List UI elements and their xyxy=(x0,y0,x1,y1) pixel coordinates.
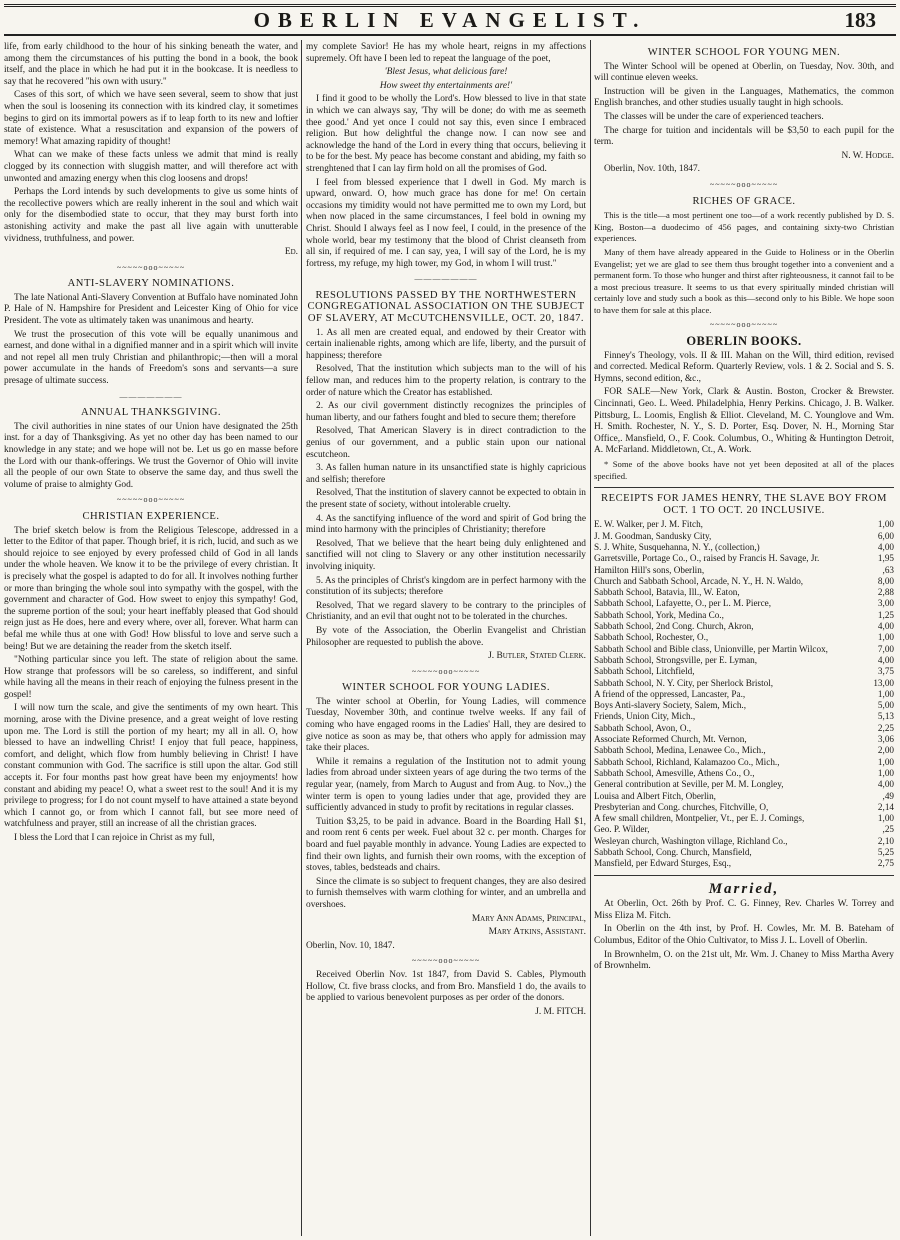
receipt-amount: 4,00 xyxy=(877,654,894,665)
article-paragraph: life, from early childhood to the hour of his sinking beneath the water, and among them the circumstances of his putting the bond in a book, the book itself, and the place in which he had put it in the bookcase. It is needless to say that he recovered "his own with usury." xyxy=(4,42,298,87)
receipt-row xyxy=(594,802,894,813)
receipt-donor: A friend of the oppressed, Lancaster, Pa., xyxy=(594,688,746,699)
article-paragraph: The late National Anti-Slavery Convention at Buffalo have nominated John P. Hale of N. Hampshire for President and Leicester King of Ohio for vice President. The vote as ultimately taken was unanimous and hearty. xyxy=(4,292,298,327)
article-paragraph: I bless the Lord that I can rejoice in Christ as my full, xyxy=(14,833,215,843)
resolution-paragraph: By vote of the Association, the Oberlin Evangelist and Christian Philosopher are requested to publish the above. xyxy=(306,625,586,648)
headline: RECEIPTS FOR JAMES HENRY, THE SLAVE BOY FROM OCT. 1 TO OCT. 20 INCLUSIVE. xyxy=(601,493,887,516)
receipts-list xyxy=(594,519,894,869)
receipt-donor: Louisa and Albert Fitch, Oberlin, xyxy=(594,790,716,801)
receipt-amount: 1,00 xyxy=(877,813,894,824)
ornament-divider: ~~~~~ooo~~~~~ xyxy=(411,666,481,676)
article-paragraph: I find it good to be wholly the Lord's. How blessed to live in that state in which we can always say, 'Thy will be done; do with me as seemeth thee good.' And yet once I could not say this, even since I embraced religion. But how delightful the change now. I can now see and acknowledge the hand of the Lord in every thing that occurs, believing it to be for the best. My peace has become constant and abiding, my faith so strenghtened that I can lay firm hold on all the promises of God. xyxy=(306,94,586,174)
ornament-divider: ~~~~~ooo~~~~~ xyxy=(411,956,481,966)
article-paragraph: "Nothing particular since you left. The state of religion about the same. How strange that professors will be so careless, so indifferent, and sinful while having all the means in their reach of enjoying the fulness present in the gospel! xyxy=(4,655,298,700)
receipt-amount: 5,13 xyxy=(877,711,894,722)
receipt-row xyxy=(594,610,894,621)
resolution-paragraph: 1. As all men are created equal, and endowed by their Creator with certain inalienable rights, among which are life, liberty, and the pursuit of happiness; therefore xyxy=(306,327,586,361)
resolution-paragraph: Resolved, That the institution of slavery cannot be expected to obtain in the present state of society, without intolerable cruelty. xyxy=(306,488,586,510)
receipt-amount: 1,00 xyxy=(877,519,894,530)
article-paragraph: What can we make of these facts unless we admit that mind is really clogged by its connection with sluggish matter, and will therefore act with unwonted and amazing energy when this clog loosens and drops! xyxy=(4,150,298,184)
signature: Mary Atkins, Assistant. xyxy=(488,927,586,938)
headline: WINTER SCHOOL FOR YOUNG MEN. xyxy=(647,47,841,58)
receipt-row xyxy=(594,813,894,824)
receipt-donor: S. J. White, Susquehanna, N. Y., (collection,) xyxy=(594,541,760,552)
receipt-amount: 1,25 xyxy=(877,609,894,620)
article-paragraph: The classes will be under the care of experienced teachers. xyxy=(604,111,824,122)
receipt-donor: Sabbath School, York, Medina Co., xyxy=(594,609,724,620)
page-number: 183 xyxy=(844,8,876,32)
receipt-amount: ,49 xyxy=(882,790,894,801)
receipt-donor: Sabbath School, Strongsville, per E. Lyman, xyxy=(594,654,758,665)
receipt-amount: 3,06 xyxy=(877,734,894,745)
column-1 xyxy=(4,42,298,1236)
receipt-amount: 4,00 xyxy=(877,541,894,552)
resolution-paragraph: Resolved, That the institution which subjects man to the will of his fellow man, and reduces him to the property relation, is contrary to the order of nature which the Creator has established. xyxy=(306,364,586,398)
receipt-row xyxy=(594,531,894,542)
receipt-amount: 1,00 xyxy=(877,756,894,767)
receipt-row xyxy=(594,791,894,802)
article-paragraph: I will now turn the scale, and give the sentiments of my own heart. This morning, arose with the Divine presence, and a great weight of love resting upon me. The Lord is still the portion of my heart; my all in all. O, how blessed to have an indwelling Christ! I enjoy that full peace, happiness, comfort, and delight, which flow from humbly believing in Christ! I have constant communion with God. The sacrifice is still upon the altar. God still accepts it. For four months past how great have been my enjoyments! how constant and abiding my peace! O, what a sweet rest to the soul! And it is my privilege to progress; for I do not count myself to have attained a state beyond which I cannot go, or from which I cannot fall, but see more need of watchfulness and prayer, still an increase of all the christian graces. xyxy=(4,703,298,830)
headline-married: Married, xyxy=(708,880,780,897)
receipt-donor: Friends, Union City, Mich., xyxy=(594,711,696,722)
receipt-row xyxy=(594,836,894,847)
receipt-row xyxy=(594,621,894,632)
receipt-amount: 7,00 xyxy=(877,643,894,654)
receipt-row xyxy=(594,768,894,779)
ornament-divider: ——————— xyxy=(414,274,478,284)
dateline: Oberlin, Nov. 10th, 1847. xyxy=(604,164,700,175)
receipt-amount: 4,00 xyxy=(877,779,894,790)
receipt-row xyxy=(594,824,894,835)
resolution-paragraph: 4. As the sanctifying influence of the word and spirit of God bring the mind into harmony with the principles of Christianity; therefore xyxy=(306,513,586,536)
book-sellers: FOR SALE—New York, Clark & Austin. Boston, Crocker & Brewster. Cincinnati, Geo. L. Weed. Philadelphia, Henry Perkins. Chicago, J. B. Walker. Pittsburg, L. Loomis, English & Elliot. Cleveland, M. C. Younglove and Wm. H. Smith. Rochester, N. Y., S. D. Porter, Esq. Dover, N. H., Morning Star Office,. Mansfield, O., F. Cook. Columbus, O., Whiting & Huntington Detroit, A. McFarland. Middletown, Ct., A. Work. xyxy=(594,387,894,456)
receipt-amount: 13,00 xyxy=(873,677,894,688)
marriage-notice: At Oberlin, Oct. 26th by Prof. C. G. Finney, Rev. Charles W. Torrey and Miss Eliza M. Fitch. xyxy=(594,899,894,921)
article-paragraph: While it remains a regulation of the Institution not to admit young ladies from abroad under sixteen years of age during the two terms of the regular year, (namely, from March to August and from Aug. to Nov.,) the winter term is open to young ladies under that age, provided they are sufficiently advanced in study to profit by recitations in regular classes. xyxy=(306,756,586,814)
receipt-donor: Wesleyan church, Washington village, Richland Co., xyxy=(594,835,788,846)
masthead xyxy=(0,0,900,36)
receipt-amount: 2,75 xyxy=(877,858,894,869)
resolution-paragraph: Resolved, That we regard slavery to be contrary to the principles of Christianity, and an evil that ought not to be tolerated in the churches. xyxy=(306,600,586,623)
receipt-donor: Sabbath School, Lafayette, O., per L. M. Pierce, xyxy=(594,598,772,609)
receipt-amount: 3,00 xyxy=(877,598,894,609)
receipt-donor: Sabbath School, Rochester, O., xyxy=(594,632,709,643)
marriage-notice: In Brownhelm, O. on the 21st ult, Mr. Wm. J. Chaney to Miss Martha Avery of Brownhelm. xyxy=(594,949,894,972)
receipt-donor: Boys Anti-slavery Society, Salem, Mich., xyxy=(594,700,747,711)
dateline: Oberlin, Nov. 10, 1847. xyxy=(306,940,395,951)
receipt-row xyxy=(594,587,894,598)
headline: RESOLUTIONS PASSED BY THE NORTHWESTERN CONGREGATIONAL ASSOCIATION ON THE SUBJECT OF SLAVERY, AT McCUTCHENSVILLE, OCT. 20, 1847. xyxy=(307,289,585,325)
receipt-donor: General contribution at Seville, per M. M. Longley, xyxy=(594,779,784,790)
receipt-amount: 2,88 xyxy=(877,587,894,598)
ornament-divider: ~~~~~ooo~~~~~ xyxy=(116,495,186,505)
receipt-amount: 1,95 xyxy=(877,553,894,564)
marriage-notice: In Oberlin on the 4th inst, by Prof. H. Cowles, Mr. M. B. Bateham of Columbus, Editor of the Ohio Cultivator, to Miss J. L. Lovell of Oberlin. xyxy=(594,924,894,946)
receipt-row xyxy=(594,598,894,609)
verse-line: 'Blest Jesus, what delicious fare! xyxy=(384,67,508,78)
receipt-donor: Sabbath School, Richland, Kalamazoo Co., Mich., xyxy=(594,756,780,767)
article-paragraph: Received Oberlin Nov. 1st 1847, from David S. Cables, Plymouth Hollow, Ct. five brass clocks, and from Bro. Mansfield 1 do, the avails to be applied to various benevolent purposes as per order of the donors. xyxy=(306,969,586,1004)
receipt-donor: Mansfield, per Edward Sturges, Esq., xyxy=(594,858,732,869)
receipt-row xyxy=(594,745,894,756)
article-paragraph: Tuition $3,25, to be paid in advance. Board in the Boarding Hall $1, and room rent 6 cents per week. Fuel about 32 c. per month. Charges for board and fuel payable monthly in advance. Young Ladies are expected to find their own lights, and furnish their own rooms, with the exception of stoves, tables, bedsteads and chairs. xyxy=(306,816,586,874)
article-paragraph: The civil authorities in nine states of our Union have designated the 25th inst. for a day of Thanksgiving. As yet no other day has been named to our knowledge in any state; and we hope will not be. Let us go en masse before the Lord with our thank-offerings. We trust the Governor of Ohio will invite all the people of our own State to observe the same day, and thus swell the volume of praise to almighty God. xyxy=(4,421,298,490)
receipt-amount: 6,00 xyxy=(877,530,894,541)
receipt-row xyxy=(594,576,894,587)
article-paragraph: Perhaps the Lord intends by such developments to give us some hints of the recollective powers which are really inherent in the soul and which wait only for the disembodied state to occur, that they may burst forth into astonishing activity and make the past all live again with unutterable vividness, truthfulness, and power. xyxy=(4,187,298,244)
column-divider xyxy=(301,40,302,1236)
headline: RICHES OF GRACE. xyxy=(692,195,796,207)
receipt-donor: Sabbath School and Bible class, Unionville, per Martin Wilcox, xyxy=(594,643,828,654)
receipt-donor: Sabbath School, Medina, Lenawee Co., Mich., xyxy=(594,745,766,756)
ornament-divider: ~~~~~ooo~~~~~ xyxy=(709,179,779,189)
ornament-divider: ——————— xyxy=(119,391,183,401)
headline: OBERLIN BOOKS. xyxy=(686,334,802,349)
receipt-donor: Sabbath School, Batavia, Ill., W. Eaton, xyxy=(594,587,740,598)
receipt-donor: J. M. Goodman, Sandusky City, xyxy=(594,530,712,541)
book-list: Finney's Theology, vols. II & III. Mahan on the Will, third edition, revised and corrected. Medical Reform. Quarterly Review, vols. 1 & 2. Social and S. S. Hymns, second edition, &c., xyxy=(594,350,894,384)
receipt-donor: Associate Reformed Church, Mt. Vernon, xyxy=(594,734,747,745)
receipt-row xyxy=(594,632,894,643)
receipt-amount: 8,00 xyxy=(877,575,894,586)
ornament-divider: ~~~~~ooo~~~~~ xyxy=(709,320,779,330)
receipt-row xyxy=(594,565,894,576)
masthead-underline xyxy=(4,34,896,36)
section-rule xyxy=(594,487,894,488)
footnote: * Some of the above books have not yet been deposited at all of the places specified. xyxy=(594,459,894,481)
article-paragraph: We trust the prosecution of this vote will be equally unanimous and earnest, and done withal in a dignified manner and in a spirit which will invite and not repel all men truly Christian and philanthropic;—then will a moral power accumulate in the hands of Freedom's sons and servants—a sure presage of ultimate success. xyxy=(4,329,298,387)
receipt-donor: Sabbath School, Avon, O., xyxy=(594,722,692,733)
article-paragraph: Many of them have already appeared in the Guide to Holiness or in the Oberlin Evangelist; yet we are glad to see them thus brought together into a convenient and a permanent form. To those who hunger and thirst after righteousness, it cannot fail to be a most precious treasure. It seems to us that every spiritually minded christian will certainly love and study such a book as this—second only to his Bible. We hope soon to have them for sale at this place. xyxy=(594,246,894,315)
receipt-donor: A few small children, Montpelier, Vt., per E. J. Comings, xyxy=(594,813,805,824)
column-divider xyxy=(590,40,591,1236)
resolution-paragraph: Resolved, That American Slavery is in direct contradiction to the genius of our government, and a public stain upon our national escutcheon. xyxy=(306,426,586,460)
newspaper-title: OBERLIN EVANGELIST. xyxy=(253,8,647,32)
receipt-row xyxy=(594,542,894,553)
resolution-paragraph: 5. As the principles of Christ's kingdom are in perfect harmony with the constitution of its subjects; therefore xyxy=(306,575,586,598)
receipt-donor: Hamilton Hill's sons, Oberlin, xyxy=(594,564,705,575)
section-rule xyxy=(594,875,894,876)
receipt-row xyxy=(594,644,894,655)
receipt-amount: 2,10 xyxy=(877,835,894,846)
receipt-row xyxy=(594,779,894,790)
receipt-row xyxy=(594,666,894,677)
resolution-paragraph: Resolved, That we believe that the heart being duly enlightened and sanctified will not cling to Slavery or any other institution necessarily involving iniquity. xyxy=(306,538,586,572)
receipt-donor: Sabbath School, Amesville, Athens Co., O., xyxy=(594,767,755,778)
receipt-amount: ,25 xyxy=(882,824,894,835)
receipt-row xyxy=(594,734,894,745)
signature: Mary Ann Adams, Principal, xyxy=(471,913,586,924)
signature: N. W. Hodge. xyxy=(841,150,894,161)
receipt-row xyxy=(594,519,894,530)
article-paragraph: The charge for tuition and incidentals will be $3,50 to each pupil for the term. xyxy=(594,125,894,148)
article-paragraph: Cases of this sort, of which we have seen several, seem to show that just when the soul is loosening its connection with its kindred clay, it sometimes begins to gird on its immortal powers as if to leap forth to its new and loftier state of existence. What a resuscitation and expansion of the powers of memory! What amazing rapidity of thought! xyxy=(4,90,298,147)
receipt-amount: 2,25 xyxy=(877,722,894,733)
receipt-donor: Garretsville, Portage Co., O., raised by Francis H. Savage, Jr. xyxy=(594,553,820,564)
receipt-amount: 1,00 xyxy=(877,767,894,778)
receipt-row xyxy=(594,553,894,564)
article-paragraph: The brief sketch below is from the Religious Telescope, addressed in a letter to the Editor of that paper. Though brief, it is rich, lucid, and such as we should rejoice to see enjoyed by every professed child of God in all lands under the whole heaven. We know it to be the privilege of every christian. It is precisely what the gospel is adapted to do for all. It involves nothing further or more than bringing the whole soul into sympathy with the gospel, with the government and character of God. How sweet to enjoy this sympathy! God, the supreme portion of the soul; your heart ineffably pleased that God should reign just as He does, here and every where, over all, forever. What harm can befal me while thus at one with God! How blissful to love and serve such a being! But we are detaining the reader from the sketch itself. xyxy=(4,525,298,652)
article-paragraph: Since the climate is so subject to frequent changes, they are also desired to furnish themselves with warm clothing for winter, and an umbrella and overshoes. xyxy=(306,876,586,910)
resolution-paragraph: 2. As our civil government distinctly recognizes the principles of human liberty, and our fathers fought and bled to secure them; therefore xyxy=(306,401,586,423)
receipt-row xyxy=(594,757,894,768)
article-paragraph: The Winter School will be opened at Oberlin, on Tuesday, Nov. 30th, and will continue eleven weeks. xyxy=(594,61,894,84)
signature: J. Butler, Stated Clerk. xyxy=(488,651,586,662)
receipt-amount: 4,00 xyxy=(877,621,894,632)
receipt-donor: Sabbath School, 2nd Cong. Church, Akron, xyxy=(594,621,754,632)
headline: ANNUAL THANKSGIVING. xyxy=(80,407,222,419)
receipt-donor: Church and Sabbath School, Arcade, N. Y., H. N. Waldo, xyxy=(594,575,804,586)
receipt-donor: E. W. Walker, per J. M. Fitch, xyxy=(594,519,703,530)
receipt-row xyxy=(594,655,894,666)
verse-line: How sweet thy entertainments are!' xyxy=(379,80,513,91)
signature: J. M. FITCH. xyxy=(535,1006,586,1017)
receipt-row xyxy=(594,711,894,722)
receipt-donor: Sabbath School, N. Y. City, per Sherlock Bristol, xyxy=(594,677,774,688)
receipt-row xyxy=(594,689,894,700)
receipt-amount: 1,00 xyxy=(877,632,894,643)
column-2 xyxy=(306,42,586,1236)
receipt-amount: 3,75 xyxy=(877,666,894,677)
article-paragraph: This is the title—a most pertinent one too—of a work recently published by D. S. King, Boston—a duodecimo of 456 pages, and containing sixty-two Christian experiences. xyxy=(594,210,894,244)
receipt-donor: Sabbath School, Litchfield, xyxy=(594,666,695,677)
receipt-row xyxy=(594,700,894,711)
receipt-amount: 1,00 xyxy=(877,688,894,699)
receipt-row xyxy=(594,847,894,858)
headline: WINTER SCHOOL FOR YOUNG LADIES. xyxy=(341,682,551,694)
ornament-divider: ~~~~~ooo~~~~~ xyxy=(116,262,186,272)
receipt-row xyxy=(594,678,894,689)
receipt-donor: Sabbath School, Cong. Church, Mansfield, xyxy=(594,846,752,857)
receipt-donor: Presbyterian and Cong. churches, Fitchville, O, xyxy=(594,801,769,812)
receipt-amount: 5,25 xyxy=(877,846,894,857)
receipt-amount: 2,14 xyxy=(877,801,894,812)
article-paragraph: The winter school at Oberlin, for Young Ladies, will commence Tuesday, November 30th, and continue twelve weeks. If any fail of coming who have engaged rooms in the Ladies' Hall, they are desired to give notice as soon as may be, that others who apply for admission may take their places. xyxy=(306,696,586,754)
headline: ANTI-SLAVERY NOMINATIONS. xyxy=(67,278,235,290)
receipt-row xyxy=(594,723,894,734)
receipt-row xyxy=(594,858,894,869)
masthead-rule xyxy=(4,4,896,7)
receipt-amount: ,63 xyxy=(882,564,894,575)
receipt-donor: Geo. P. Wilder, xyxy=(594,824,650,835)
article-paragraph: my complete Savior! He has my whole heart, reigns in my affections supremely. Oft have I been led to repeat the language of the poet, xyxy=(306,42,586,64)
article-paragraph: Instruction will be given in the Languages, Mathematics, the common English branches, and other studies usually taught in high schools. xyxy=(594,86,894,109)
article-paragraph: I feel from blessed experience that I dwell in God. My march is upward, onward. O, how much grace has done for me! On certain occasions my timidity would not have permitted me to own my Lord, but when now placed in the same circumstances, I feel bold in owning my Christ. Should I always feel as I now feel, I could, in the presence of the whole world, bear my testimony that the blood of Christ cleanseth from all sin, if required of me. I can say, yea, I will say of the Lord, he is my fortress, my refuge, my high tower, my God, in whom I will trust." xyxy=(306,177,586,269)
signature: Ed. xyxy=(284,247,298,258)
resolution-paragraph: 3. As fallen human nature in its unsanctified state is highly capricious and selfish; therefore xyxy=(306,463,586,485)
headline: CHRISTIAN EXPERIENCE. xyxy=(82,510,220,522)
receipt-amount: 5,00 xyxy=(877,700,894,711)
column-3 xyxy=(594,42,894,1236)
receipt-amount: 2,00 xyxy=(877,745,894,756)
